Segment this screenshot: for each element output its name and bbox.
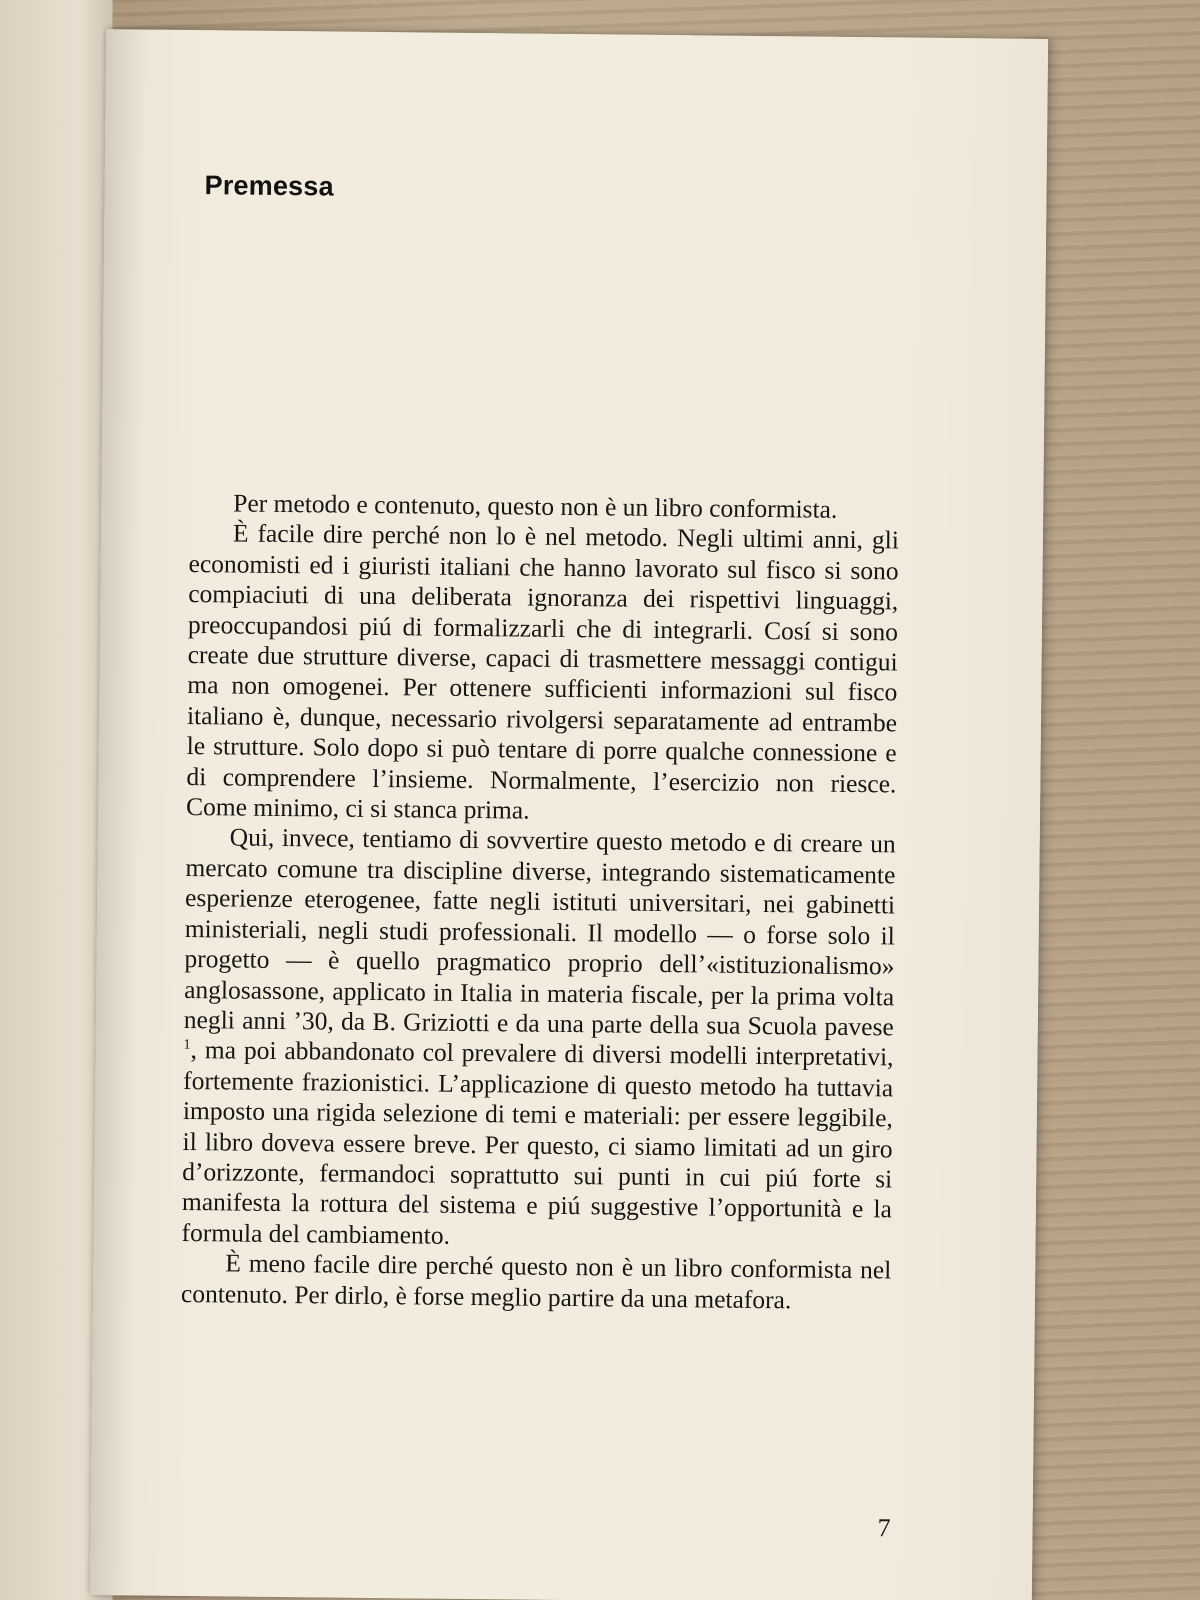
book-page	[90, 29, 1048, 1600]
paragraph-3-part-1: Qui, invece, tentiamo di sovvertire questo metodo e di creare un mercato comune tra discipline diverse, integrando sistematicamente esperienze eterogenee, fatte negli istituti universitari, nei gabinetti ministeriali, negli studi professionali. Il modello — o forse solo il progetto — è quello pragmatico proprio dell’«istituzionalismo» anglosassone, applicato in Italia in materia fiscale, per la prima volta negli anni ’30, da B. Griziotti e da una parte della sua Scuola pavese	[183, 822, 896, 1042]
paragraph-2: È facile dire perché non lo è nel metodo. Negli ultimi anni, gli economisti ed i giuristi italiani che hanno lavorato sul fisco si sono compiaciuti di una deliberata ignoranza dei rispettivi linguaggi, preoccupandosi piú di formalizzarli che di integrarli. Cosí si sono create due strutture diverse, capaci di trasmettere messaggi contigui ma non omogenei. Per ottenere sufficienti informazioni sul fisco italiano è, dunque, necessario rivolgersi separatamente ad entrambe le strutture. Solo dopo si può tentare di porre qualche connessione e di comprendere l’insieme. Normalmente, l’esercizio non riesce. Come minimo, ci si stanca prima.	[185, 518, 900, 825]
paragraph-1: Per metodo e contenuto, questo non è un libro conformista.	[233, 488, 838, 524]
paragraph-4: È meno facile dire perché questo non è un libro conformista nel contenuto. Per dirlo, è forse meglio partire da una metafora.	[180, 1248, 892, 1314]
page-heading: Premessa	[204, 170, 334, 202]
page-number: 7	[877, 1513, 891, 1543]
paragraph-3	[181, 822, 895, 1255]
paragraph-3-part-2: , ma poi abbandonato col prevalere di diversi modelli interpretativi, fortemente frazionistici. L’applicazione di questo metodo ha tuttavia imposto una rigida selezione di temi e materiali: per essere leggibile, il libro doveva essere breve. Per questo, ci siamo limitati ad un giro d’orizzonte, fermandoci soprattutto sui punti in cui piú forte si manifesta la rottura del sistema e piú suggestive l’opportunità e la formula del cambiamento.	[181, 1035, 894, 1250]
body-text	[181, 488, 900, 1316]
footnote-reference: 1	[183, 1037, 191, 1053]
